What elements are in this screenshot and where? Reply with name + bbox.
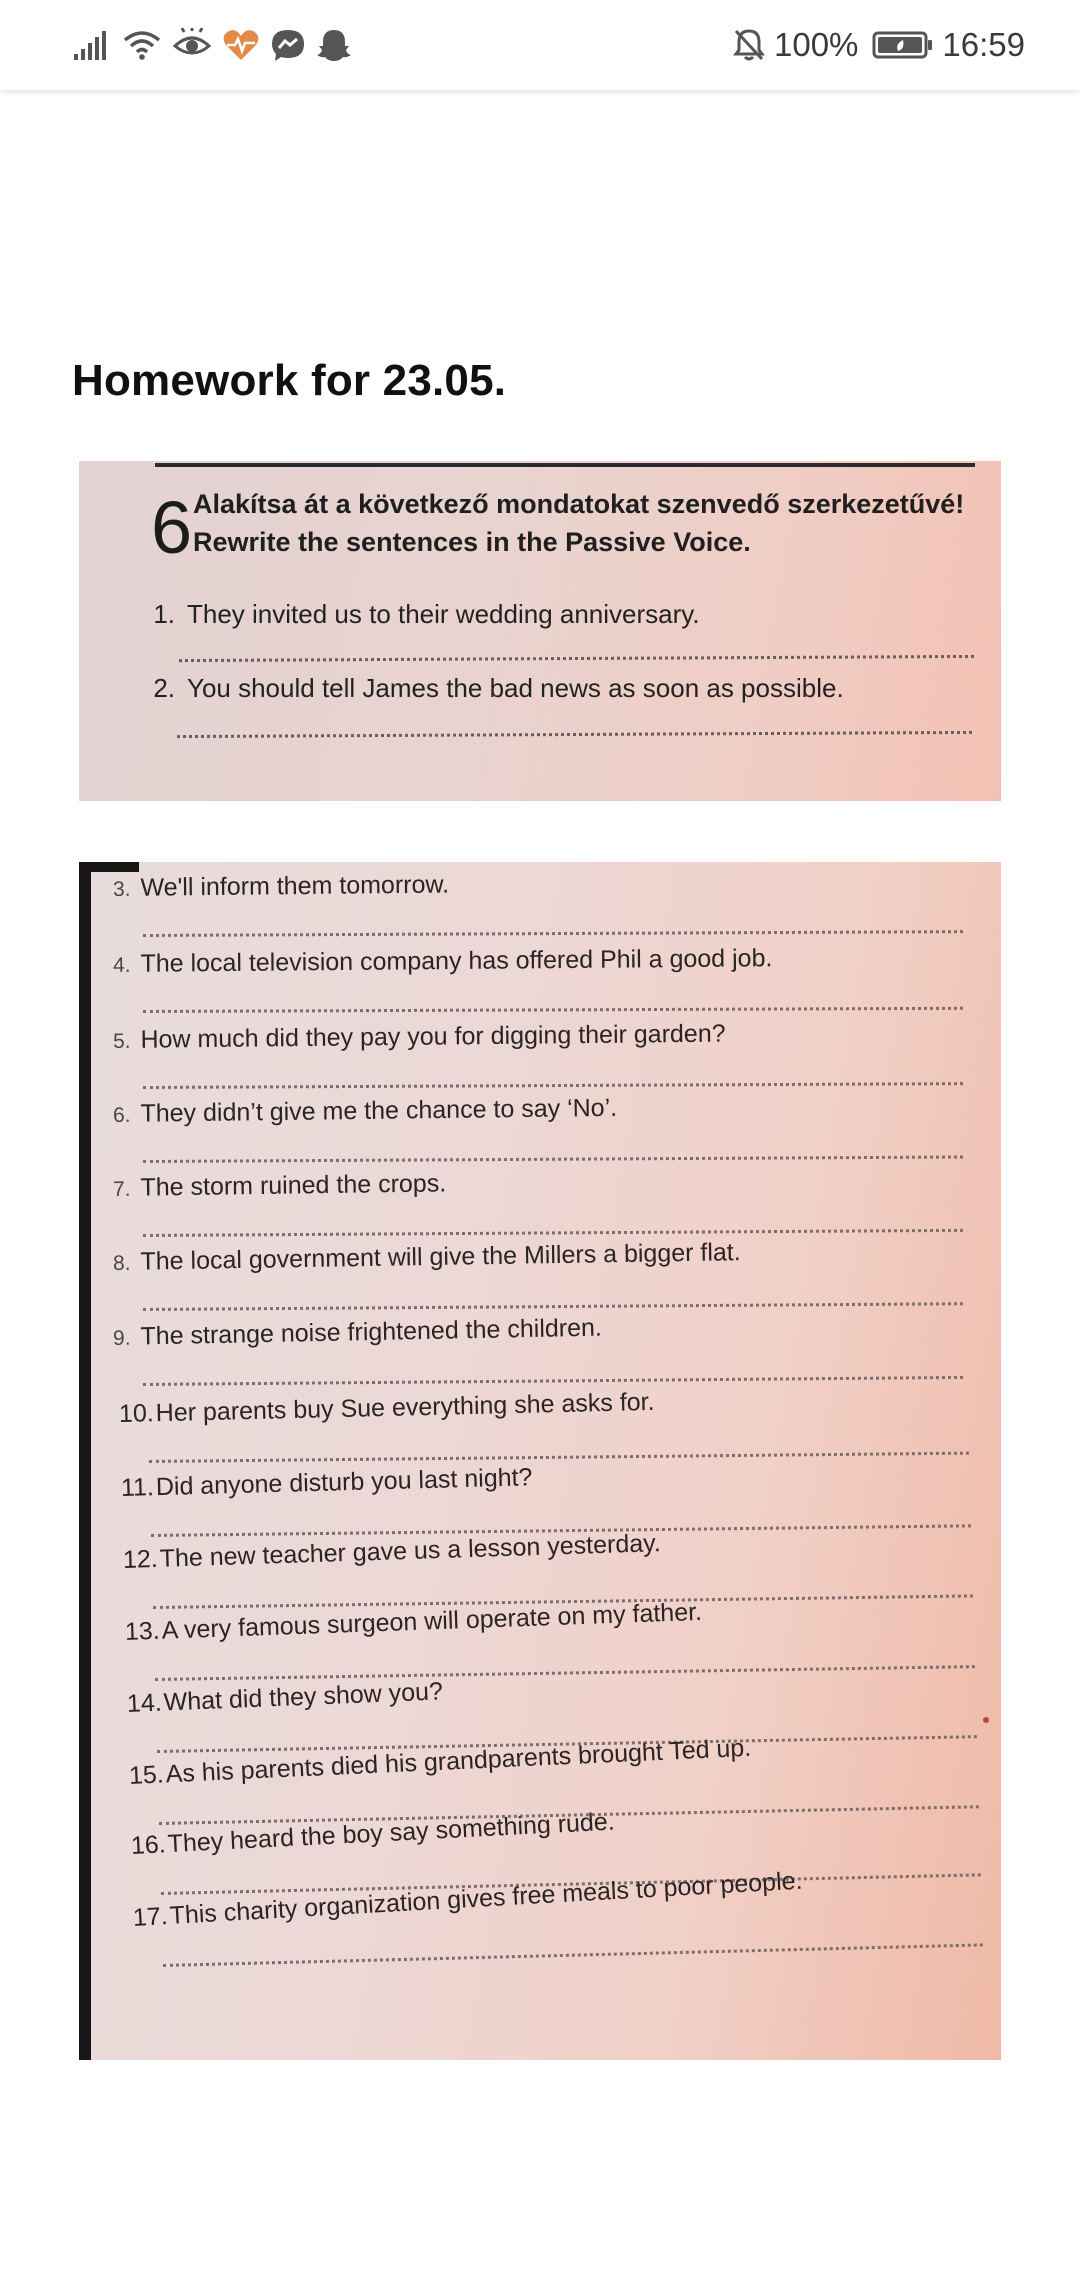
exercise-item <box>119 1388 655 1429</box>
item-number: 10. <box>118 1399 155 1428</box>
item-number: 17. <box>132 1902 169 1932</box>
answer-line <box>163 1943 983 1967</box>
item-sentence: The local government will give the Millers a bigger flat. <box>140 1238 741 1276</box>
photo-speck <box>983 1717 989 1723</box>
answer-line <box>177 731 972 738</box>
answer-line <box>143 1229 963 1237</box>
exercise-item <box>121 1463 533 1503</box>
post-title: Homework for 23.05. <box>72 356 507 405</box>
exercise-item <box>113 870 449 903</box>
answer-line <box>143 1376 963 1386</box>
bell-off-icon <box>732 28 766 62</box>
item-sentence: The strange noise frightened the children. <box>140 1313 603 1351</box>
snapchat-icon <box>316 28 352 62</box>
item-number: 13. <box>124 1616 161 1646</box>
item-sentence: The local television company has offered Phil a good job. <box>140 944 773 978</box>
item-number: 4. <box>112 953 131 977</box>
item-number: 6. <box>112 1103 131 1127</box>
homework-photo-1[interactable] <box>79 461 1001 801</box>
exercise-item <box>113 1020 726 1055</box>
answer-line <box>143 1302 963 1311</box>
exercise-number: 6 <box>151 486 193 569</box>
item-number: 16. <box>130 1830 167 1860</box>
heart-rate-icon <box>222 28 260 62</box>
instruction-hungarian: Alakítsa át a következő mondatokat szenvedő szerkezetűvé! <box>193 489 965 519</box>
item-sentence: Her parents buy Sue everything she asks for. <box>155 1387 655 1428</box>
item-number: 15. <box>128 1760 165 1790</box>
photo-top-rule <box>155 463 975 467</box>
status-time: 16:59 <box>942 26 1025 63</box>
exercise-item <box>113 1169 447 1203</box>
exercise-item <box>132 1867 803 1933</box>
answer-line <box>143 1007 963 1013</box>
messenger-icon <box>270 28 306 62</box>
status-bar <box>0 0 1080 90</box>
item-sentence: They heard the boy say something rude. <box>166 1807 616 1859</box>
exercise-list <box>79 862 1001 2060</box>
item-number: 5. <box>112 1029 131 1053</box>
eye-icon <box>172 28 212 62</box>
item-number: 8. <box>112 1251 131 1275</box>
status-left-icons <box>72 28 362 62</box>
item-number: 7. <box>112 1177 131 1201</box>
battery-percent: 100% <box>774 26 859 63</box>
exercise-item <box>113 1094 617 1129</box>
exercise-item <box>130 1808 615 1861</box>
exercise-item <box>113 1314 602 1352</box>
battery-icon <box>872 30 934 60</box>
exercise-item <box>137 599 700 630</box>
exercise-item <box>137 673 844 704</box>
wifi-icon <box>122 28 162 62</box>
item-sentence: You should tell James the bad news as soon as possible. <box>187 673 844 703</box>
homework-photo-2[interactable] <box>79 862 1001 2060</box>
item-sentence: As his parents died his grandparents brought Ted up. <box>165 1733 752 1789</box>
answer-line <box>143 1082 963 1089</box>
item-sentence: The storm ruined the crops. <box>140 1169 447 1202</box>
item-number: 9. <box>112 1326 131 1350</box>
item-number: 14. <box>126 1688 163 1718</box>
instruction-english: Rewrite the sentences in the Passive Voice. <box>193 527 751 557</box>
answer-line <box>155 1665 975 1681</box>
item-sentence: They invited us to their wedding anniversary. <box>187 599 700 629</box>
item-sentence: What did they show you? <box>163 1677 444 1717</box>
item-number: 2. <box>153 673 175 703</box>
item-sentence: This charity organization gives free meals to poor people. <box>168 1866 804 1930</box>
answer-line <box>143 930 963 937</box>
item-sentence: The new teacher gave us a lesson yesterday. <box>159 1529 662 1573</box>
exercise-item <box>113 1238 741 1277</box>
signal-icon <box>72 28 112 62</box>
item-sentence: Did anyone disturb you last night? <box>155 1463 533 1502</box>
answer-line <box>149 1452 969 1463</box>
item-number: 1. <box>153 599 175 629</box>
item-sentence: A very famous surgeon will operate on my father. <box>161 1597 703 1645</box>
exercise-item <box>128 1734 751 1791</box>
exercise-item <box>126 1677 443 1719</box>
item-sentence: We'll inform them tomorrow. <box>140 870 450 902</box>
item-number: 11. <box>120 1473 155 1502</box>
item-sentence: How much did they pay you for digging their garden? <box>140 1019 726 1054</box>
item-number: 3. <box>112 877 131 901</box>
answer-line <box>179 655 974 662</box>
exercise-item <box>113 944 773 979</box>
status-right-icons <box>718 26 1025 64</box>
answer-line <box>143 1155 963 1163</box>
item-sentence: They didn’t give me the chance to say ‘No’. <box>140 1093 618 1128</box>
item-number: 12. <box>122 1544 159 1574</box>
